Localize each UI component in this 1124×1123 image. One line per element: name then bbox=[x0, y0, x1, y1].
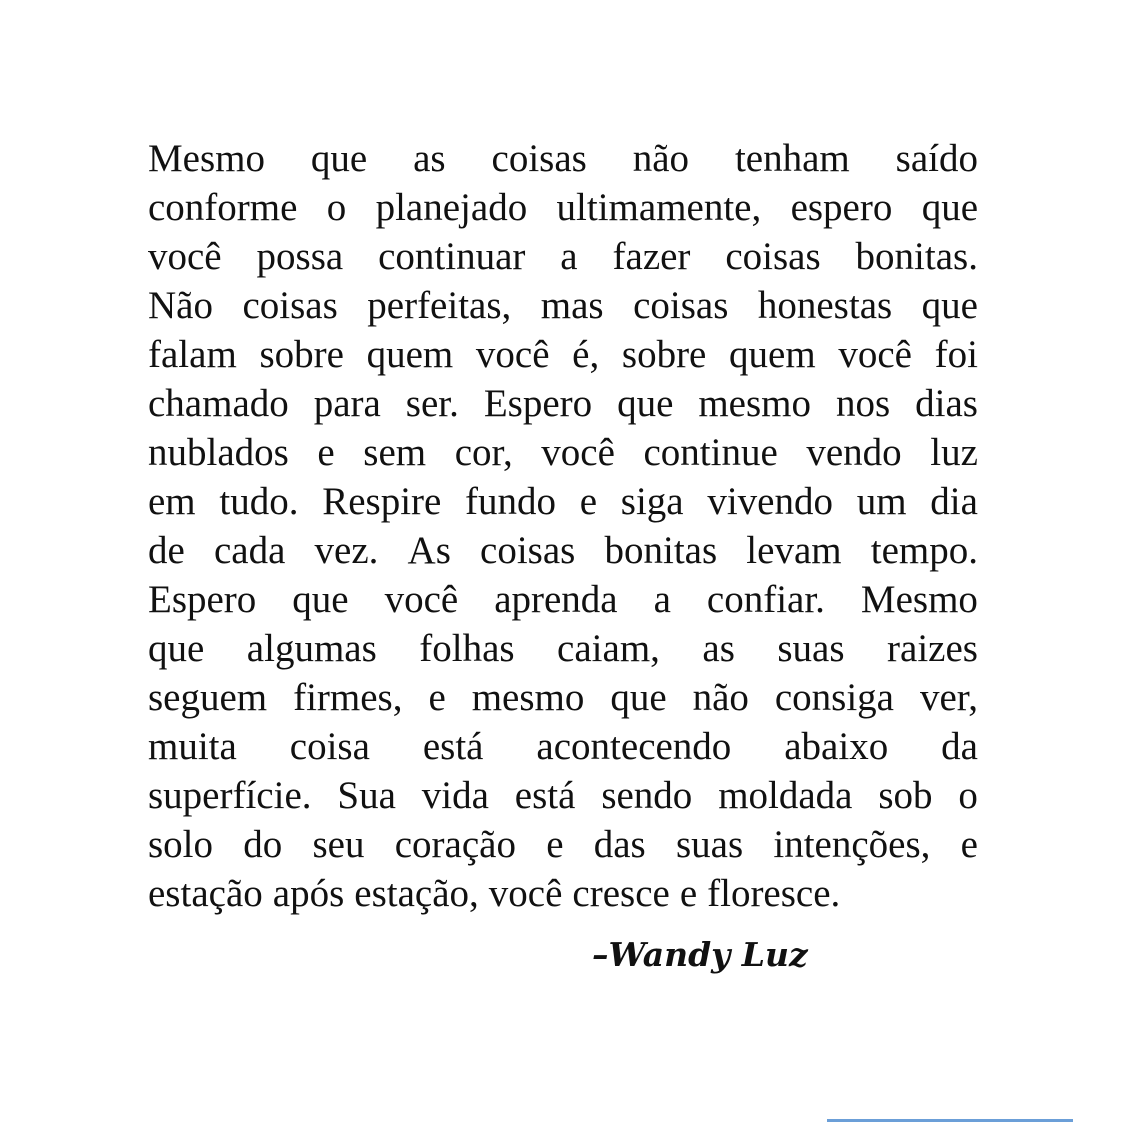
quote-word: não bbox=[692, 676, 749, 719]
quote-word: seguem bbox=[148, 676, 268, 719]
quote-word: que bbox=[610, 676, 667, 719]
quote-word: ver, bbox=[919, 676, 978, 719]
quote-word: você bbox=[541, 431, 615, 474]
quote-word: está bbox=[422, 725, 484, 768]
quote-line bbox=[148, 281, 978, 330]
quote-word: as bbox=[702, 627, 735, 670]
quote-word: vida bbox=[421, 774, 489, 817]
quote-word: levam bbox=[746, 529, 842, 572]
quote-word: algumas bbox=[246, 627, 377, 670]
quote-line bbox=[148, 379, 978, 428]
quote-word: Não bbox=[148, 284, 213, 327]
quote-word: aprenda bbox=[494, 578, 618, 621]
quote-word: não bbox=[632, 137, 690, 180]
quote-word: Mesmo bbox=[860, 578, 978, 621]
quote-word: fazer bbox=[612, 235, 691, 278]
quote-word: da bbox=[941, 725, 978, 768]
quote-word: Sua bbox=[337, 774, 396, 817]
quote-word: siga bbox=[620, 480, 684, 523]
quote-word: das bbox=[593, 823, 646, 866]
quote-word: intenções, bbox=[773, 823, 931, 866]
quote-word: o bbox=[326, 186, 347, 229]
quote-word: vendo bbox=[806, 431, 902, 474]
quote-word: e bbox=[579, 480, 598, 523]
quote-word: que bbox=[921, 186, 978, 229]
quote-line bbox=[148, 526, 978, 575]
quote-word: que bbox=[310, 137, 368, 180]
quote-word: bonitas bbox=[604, 529, 718, 572]
quote-word: saído bbox=[895, 137, 978, 180]
quote-word: perfeitas, bbox=[367, 284, 512, 327]
quote-word: coisas bbox=[491, 137, 587, 180]
quote-word: de bbox=[148, 529, 185, 572]
quote-word: e bbox=[679, 872, 698, 915]
quote-line bbox=[148, 183, 978, 232]
quote-word: Espero bbox=[483, 382, 593, 425]
quote-word: você bbox=[148, 235, 222, 278]
quote-line bbox=[148, 134, 978, 183]
quote-word: cresce bbox=[572, 872, 670, 915]
quote-word: quem bbox=[366, 333, 454, 376]
quote-line bbox=[148, 428, 978, 477]
quote-word: Respire bbox=[322, 480, 442, 523]
quote-word: a bbox=[653, 578, 671, 621]
quote-word: você bbox=[384, 578, 459, 621]
quote-word: nublados bbox=[148, 431, 289, 474]
quote-word: estação, bbox=[354, 872, 479, 915]
quote-word: tudo. bbox=[219, 480, 299, 523]
quote-word: confiar. bbox=[706, 578, 825, 621]
quote-word: bonitas. bbox=[855, 235, 978, 278]
quote-word: que bbox=[921, 284, 978, 327]
quote-word: o bbox=[958, 774, 978, 817]
quote-word: Espero bbox=[148, 578, 257, 621]
quote-word: continuar bbox=[378, 235, 526, 278]
quote-word: você bbox=[838, 333, 912, 376]
quote-word: dia bbox=[930, 480, 978, 523]
quote-word: acontecendo bbox=[536, 725, 732, 768]
quote-line bbox=[148, 771, 978, 820]
quote-word: planejado bbox=[375, 186, 528, 229]
quote-word: mesmo bbox=[698, 382, 812, 425]
quote-word: continue bbox=[643, 431, 778, 474]
quote-word: está bbox=[514, 774, 576, 817]
quote-word: que bbox=[148, 627, 205, 670]
quote-word: espero bbox=[790, 186, 893, 229]
quote-word: raizes bbox=[887, 627, 978, 670]
quote-word: coisas bbox=[480, 529, 576, 572]
quote-word: coisas bbox=[633, 284, 729, 327]
quote-word: e bbox=[546, 823, 564, 866]
quote-word: sem bbox=[363, 431, 427, 474]
quote-word: estação bbox=[148, 872, 263, 915]
quote-word: firmes, bbox=[293, 676, 403, 719]
quote-word: para bbox=[313, 382, 381, 425]
quote-word: sobre bbox=[259, 333, 344, 376]
quote-word: ultimamente, bbox=[556, 186, 762, 229]
quote-line bbox=[148, 232, 978, 281]
quote-word: mas bbox=[540, 284, 604, 327]
quote-word: nos bbox=[835, 382, 891, 425]
quote-line-last bbox=[148, 869, 978, 918]
quote-word: falam bbox=[148, 333, 237, 376]
quote-line bbox=[148, 330, 978, 379]
quote-word: você bbox=[475, 333, 550, 376]
quote-word: após bbox=[272, 872, 345, 915]
quote-word: fundo bbox=[465, 480, 557, 523]
quote-word: chamado bbox=[148, 382, 289, 425]
quote-word: e bbox=[317, 431, 335, 474]
quote-word: foi bbox=[934, 333, 978, 376]
quote-word: As bbox=[407, 529, 451, 572]
quote-word: honestas bbox=[757, 284, 893, 327]
quote-word: sendo bbox=[601, 774, 693, 817]
quote-text-block bbox=[148, 134, 978, 918]
quote-line bbox=[148, 673, 978, 722]
quote-word: suas bbox=[675, 823, 744, 866]
quote-line bbox=[148, 477, 978, 526]
author-signature: –Wandy Luz bbox=[592, 935, 808, 974]
quote-word: luz bbox=[930, 431, 978, 474]
quote-word: consiga bbox=[774, 676, 894, 719]
quote-word: sobre bbox=[621, 333, 707, 376]
quote-word: abaixo bbox=[784, 725, 889, 768]
quote-word: que bbox=[292, 578, 349, 621]
quote-word: coisas bbox=[725, 235, 821, 278]
quote-line bbox=[148, 820, 978, 869]
quote-word: cada bbox=[213, 529, 286, 572]
quote-word: seu bbox=[312, 823, 365, 866]
quote-word: é, bbox=[572, 333, 600, 376]
quote-word: coisa bbox=[289, 725, 370, 768]
quote-word: cor, bbox=[454, 431, 513, 474]
quote-word: mesmo bbox=[471, 676, 585, 719]
quote-word: tempo. bbox=[870, 529, 978, 572]
quote-word: moldada bbox=[718, 774, 853, 817]
quote-word: dias bbox=[915, 382, 978, 425]
quote-word: tenham bbox=[734, 137, 850, 180]
quote-word: vez. bbox=[314, 529, 379, 572]
bottom-divider bbox=[827, 1119, 1073, 1122]
quote-word: sob bbox=[878, 774, 933, 817]
quote-word: folhas bbox=[419, 627, 515, 670]
quote-word: ser. bbox=[405, 382, 459, 425]
quote-word: você bbox=[488, 872, 563, 915]
quote-word: solo bbox=[148, 823, 214, 866]
quote-word: conforme bbox=[148, 186, 298, 229]
quote-word: as bbox=[413, 137, 446, 180]
quote-word: superfície. bbox=[148, 774, 312, 817]
quote-word: possa bbox=[256, 235, 344, 278]
quote-word: suas bbox=[777, 627, 845, 670]
quote-word: vivendo bbox=[707, 480, 833, 523]
quote-word: Mesmo bbox=[148, 137, 265, 180]
quote-word: em bbox=[148, 480, 196, 523]
quote-word: coração bbox=[394, 823, 516, 866]
quote-word: coisas bbox=[242, 284, 338, 327]
quote-word: do bbox=[243, 823, 283, 866]
quote-word: que bbox=[617, 382, 674, 425]
quote-word: muita bbox=[148, 725, 237, 768]
quote-word: floresce. bbox=[707, 872, 841, 915]
quote-word: a bbox=[560, 235, 578, 278]
quote-word: caiam, bbox=[557, 627, 660, 670]
quote-word: e bbox=[960, 823, 978, 866]
quote-line bbox=[148, 722, 978, 771]
quote-line bbox=[148, 575, 978, 624]
quote-word: quem bbox=[729, 333, 816, 376]
quote-line bbox=[148, 624, 978, 673]
quote-word: e bbox=[428, 676, 446, 719]
quote-word: um bbox=[856, 480, 907, 523]
